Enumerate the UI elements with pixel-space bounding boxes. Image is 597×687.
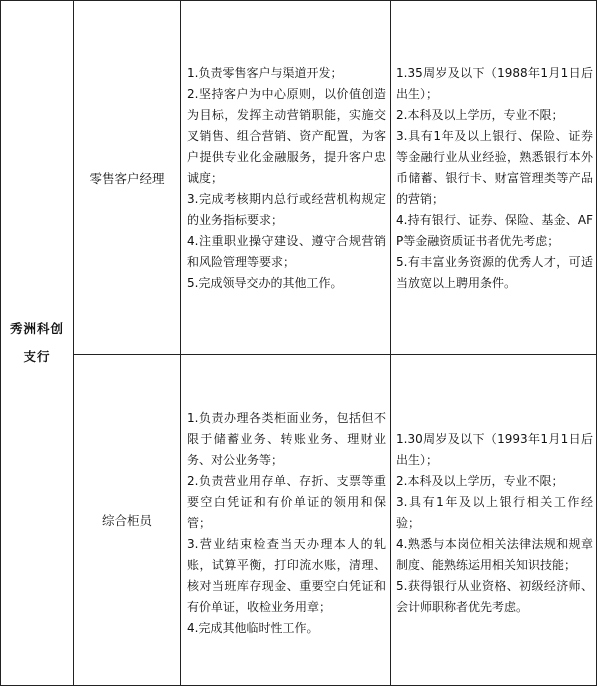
- position-title: 零售客户经理: [89, 170, 165, 186]
- requirements-cell: [391, 355, 597, 686]
- table-row: [1, 355, 597, 686]
- duties-cell: [181, 355, 391, 686]
- requirement-item: 4.熟悉与本岗位相关法律法规和规章制度、能熟练运用相关知识技能；: [396, 536, 593, 572]
- requirement-item: 1.30周岁及以下（1993年1月1日后出生）；: [396, 431, 593, 467]
- requirement-item: 2.本科及以上学历，专业不限；: [396, 473, 564, 488]
- branch-name-line1: 秀洲科创: [9, 321, 64, 336]
- branch-name-cell: [1, 1, 74, 686]
- duty-item: 1.负责零售客户与渠道开发；: [187, 66, 343, 80]
- requirement-item: 5.获得银行从业资格、初级经济师、会计师职称者优先考虑。: [396, 578, 593, 614]
- duties-cell: [181, 1, 391, 355]
- duty-item: 4.注重职业操守建设、遵守合规营销和风险管理等要求；: [187, 234, 386, 269]
- duty-item: 4.完成其他临时性工作。: [187, 620, 319, 635]
- branch-name-line2: 支行: [23, 349, 51, 364]
- position-title-cell: [74, 355, 181, 686]
- requirements-cell: [391, 1, 597, 355]
- duty-item: 3.完成考核期内总行或经营机构规定的业务指标要求；: [187, 192, 386, 227]
- requirement-item: 3.具有1年及以上银行相关工作经验；: [396, 494, 593, 530]
- requirement-item: 5.有丰富业务资源的优秀人才，可适当放宽以上聘用条件。: [396, 255, 593, 290]
- duty-item: 5.完成领导交办的其他工作。: [187, 276, 343, 290]
- duty-item: 2.负责营业用存单、存折、支票等重要空白凭证和有价单证的领用和保管；: [187, 473, 386, 530]
- requirement-item: 4.持有银行、证券、保险、基金、AFP等金融资质证书者优先考虑；: [396, 213, 593, 248]
- table-row: [1, 1, 597, 355]
- position-title-cell: [74, 1, 181, 355]
- position-title: 综合柜员: [101, 513, 152, 528]
- duty-item: 3.营业结束检查当天办理本人的轧账，试算平衡，打印流水账，清理、核对当班库存现金、重要空白凭证和有价单证，收检业务用章；: [187, 536, 386, 614]
- requirement-item: 3.具有1年及以上银行、保险、证券等金融行业从业经验，熟悉银行本外币储蓄、银行卡、财富管理类等产品的营销；: [396, 129, 593, 206]
- requirement-item: 1.35周岁及以下（1988年1月1日后出生）；: [396, 66, 593, 101]
- duty-item: 2.坚持客户为中心原则，以价值创造为目标，发挥主动营销职能，实施交叉销售、组合营销、资产配置，为客户提供专业化金融服务，提升客户忠诚度；: [187, 87, 386, 185]
- requirement-item: 2.本科及以上学历，专业不限；: [396, 108, 564, 122]
- duty-item: 1.负责办理各类柜面业务，包括但不限于储蓄业务、转账业务、理财业务、对公业务等；: [187, 410, 386, 467]
